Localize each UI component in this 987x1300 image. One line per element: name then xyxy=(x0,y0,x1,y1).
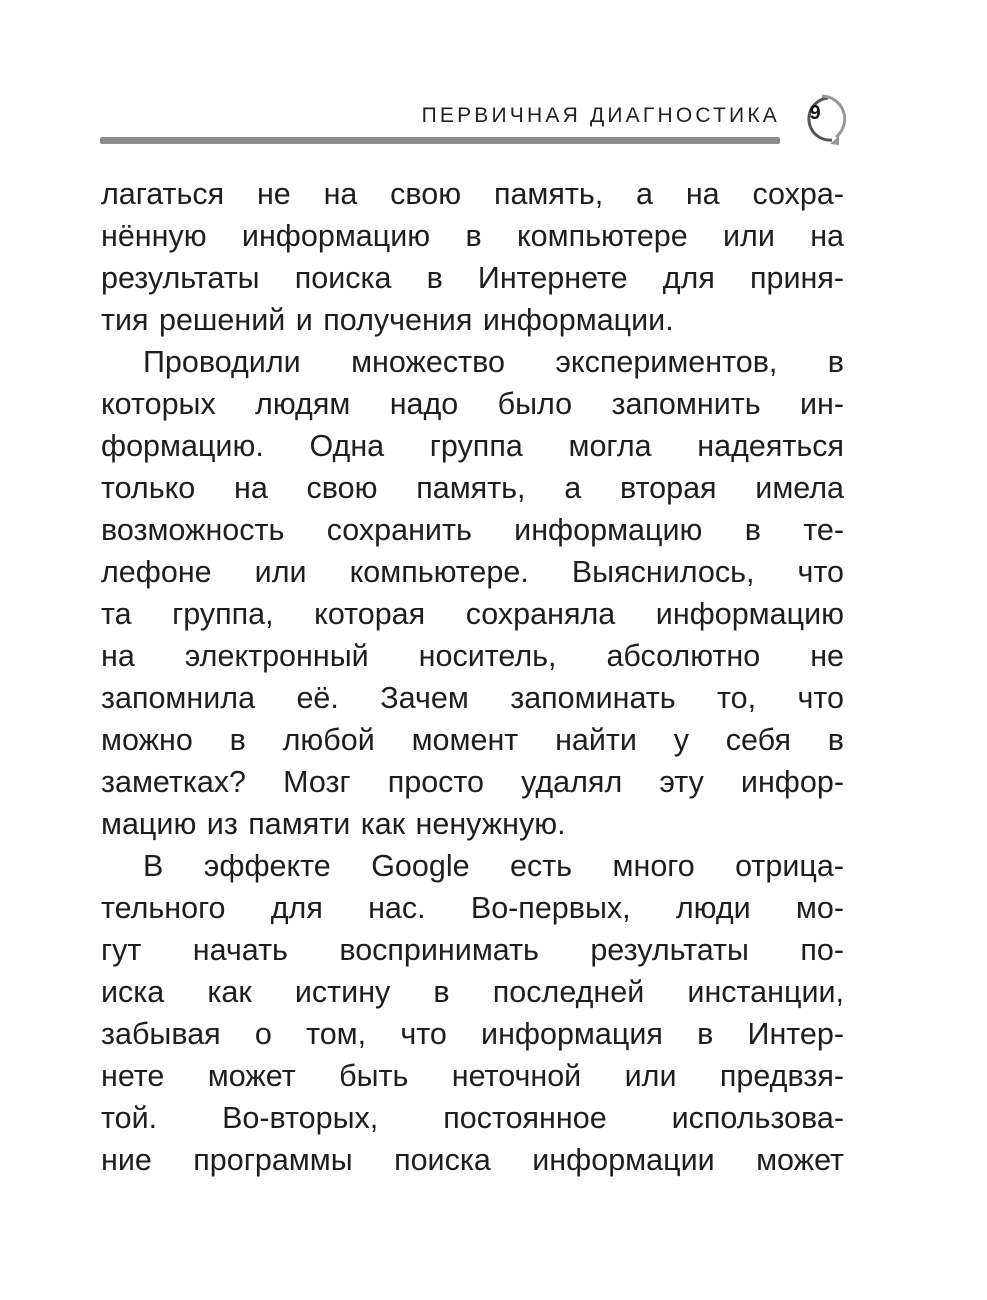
text-line: заметках? Мозг просто удалял эту инфор- xyxy=(101,765,844,799)
text-line: результаты поиска в Интернете для приня- xyxy=(101,261,844,295)
text-line: той. Во-вторых, постоянное использова- xyxy=(101,1101,844,1135)
text-line: тия решений и получения информации. xyxy=(101,303,674,337)
text-line: лагаться не на свою память, а на сохра- xyxy=(101,177,844,211)
text-line: тельного для нас. Во-первых, люди мо- xyxy=(101,891,844,925)
text-line: нете может быть неточной или предвзя- xyxy=(101,1059,844,1093)
text-line: та группа, которая сохраняла информацию xyxy=(101,597,844,631)
text-line: запомнила её. Зачем запоминать то, что xyxy=(101,681,844,715)
text-line: которых людям надо было запомнить ин- xyxy=(101,387,844,421)
text-line: гут начать воспринимать результаты по- xyxy=(101,933,844,967)
text-line: формацию. Одна группа могла надеяться xyxy=(101,429,844,463)
running-head: ПЕРВИЧНАЯ ДИАГНОСТИКА xyxy=(421,104,780,127)
text-line: забывая о том, что информация в Интер- xyxy=(101,1017,844,1051)
text-line: только на свою память, а вторая имела xyxy=(101,471,844,505)
text-line: нённую информацию в компьютере или на xyxy=(101,219,844,253)
header-rule xyxy=(100,137,780,144)
paragraph-3 xyxy=(101,845,844,1181)
text-line: мацию из памяти как ненужную. xyxy=(101,807,566,841)
text-line: ние программы поиска информации может xyxy=(101,1143,844,1177)
text-line: Проводили множество экспериментов, в xyxy=(143,345,844,379)
text-line: на электронный носитель, абсолютно не xyxy=(101,639,844,673)
paragraph-2 xyxy=(101,341,844,845)
text-line: иска как истину в последней инстанции, xyxy=(101,975,844,1009)
paragraph-1 xyxy=(101,173,844,341)
page-number: 9 xyxy=(809,102,821,124)
body-text xyxy=(101,173,844,1181)
text-line: В эффекте Google есть много отрица- xyxy=(143,849,844,883)
text-line: возможность сохранить информацию в те- xyxy=(101,513,844,547)
text-line: лефоне или компьютере. Выяснилось, что xyxy=(101,555,844,589)
text-line: можно в любой момент найти у себя в xyxy=(101,723,844,757)
page-number-badge xyxy=(792,92,850,150)
page-header xyxy=(100,92,850,152)
